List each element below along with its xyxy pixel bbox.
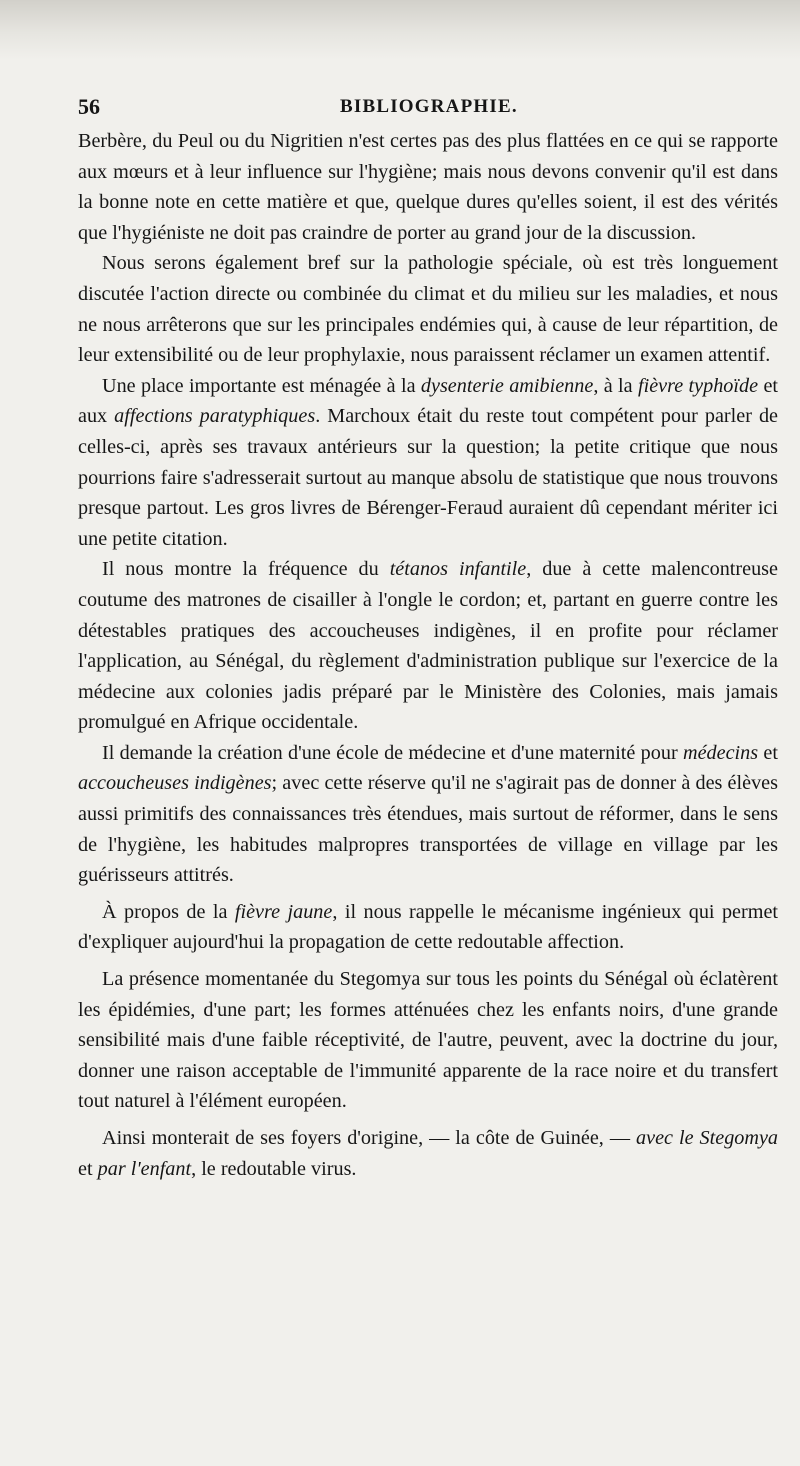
italic-text: fièvre typhoïde: [637, 374, 759, 397]
text-run: . Marchoux était du reste tout compétent pour parler de celles-ci, après ses travaux antérieurs sur la question; la petite critique que nous pourrions faire s'adresserait surtout au manque absolu de statistique que nous trouvons presque partout. Les gros livres de Bérenger-Feraud auraient dû cependant mériter ici une petite citation.: [78, 405, 778, 550]
text-run: Ainsi monterait de ses foyers d'origine, — la côte de Guinée, —: [102, 1127, 637, 1149]
text-run: Une place importante est ménagée à la: [102, 374, 421, 397]
italic-text: affections paratyphiques: [114, 405, 316, 428]
paragraph: [78, 738, 778, 891]
italic-text: tétanos infantile: [389, 558, 527, 581]
text-run: et aux: [78, 374, 779, 428]
text-run: , due à cette malencontreuse coutume des matrones de cisailler à l'ongle le cordon; et, partant en guerre contre les détestables pratiques des accoucheuses indigènes, il en profite pour réclamer l'application, au Sénégal, du règlement d'administration publique sur l'exercice de la médecine aux colonies jadis préparé par le Ministère des Colonies, mais jamais promulgué en Afrique occidentale.: [78, 558, 778, 734]
paragraph: [78, 897, 778, 958]
text-run: Nous serons également bref sur la pathologie spéciale, où est très longuement discutée l'action directe ou combinée du climat et du milieu sur les maladies, et nous ne nous arrêterons que sur les principales endémies qui, à cause de leur répartition, de leur extensibilité ou de leur prophylaxie, nous paraissent réclamer un examen attentif.: [78, 252, 778, 367]
text-run: Berbère, du Peul ou du Nigritien n'est certes pas des plus flattées en ce qui se rapporte aux mœurs et à leur influence sur l'hygiène; mais nous devons convenir qu'il est dans la bonne note en cette matière et que, quelque dures qu'elles soient, il est des vérités que l'hygiéniste ne doit pas craindre de porter au grand jour de la discussion.: [78, 130, 778, 244]
italic-text: accoucheuses indigènes: [78, 772, 272, 795]
running-title: BIBLIOGRAPHIE.: [340, 96, 518, 117]
paragraph: [78, 964, 778, 1117]
italic-text: fièvre jaune: [234, 900, 333, 923]
page-top-shadow: [0, 0, 800, 60]
body-text: [78, 126, 778, 1184]
text-run: , il nous rappelle le mécanisme ingénieux qui permet d'expliquer aujourd'hui la propagation de cette redoutable affection.: [78, 900, 779, 954]
paragraph: [78, 371, 778, 555]
page-number: 56: [78, 94, 100, 119]
book-page: [78, 90, 778, 1184]
paragraph: [78, 126, 778, 248]
text-run: À propos de la: [102, 900, 235, 923]
text-run: ; avec cette réserve qu'il ne s'agirait pas de donner à des élèves aussi primitifs des connaissances très étendues, mais surtout de réformer, dans le sens de l'hygiène, les habitudes malpropres transportées de village en village par les guérisseurs attitrés.: [78, 772, 778, 887]
italic-text: médecins: [682, 741, 759, 764]
text-run: La présence momentanée du Stegomya sur tous les points du Sénégal où éclatèrent les épidémies, d'une part; les formes atténuées chez les enfants noirs, d'une grande sensibilité mais d'une faible réceptivité, de l'autre, peuvent, avec la doctrine du jour, donner une raison acceptable de l'immunité apparente de la race noire et du transfert tout naturel à l'élément européen.: [78, 968, 778, 1113]
paragraph: [78, 554, 778, 738]
paragraph: [78, 248, 778, 370]
italic-text: avec le Stegomya: [636, 1127, 779, 1149]
italic-text: dysenterie amibienne: [420, 374, 594, 397]
text-run: , le redoutable virus.: [191, 1157, 357, 1180]
text-run: et: [78, 1157, 98, 1180]
italic-text: par l'enfant: [97, 1157, 192, 1180]
text-run: Il demande la création d'une école de médecine et d'une maternité pour: [102, 741, 683, 764]
text-run: Il nous montre la fréquence du: [102, 558, 390, 581]
paragraph: [78, 1123, 778, 1184]
page-header: [78, 90, 778, 126]
text-run: , à la: [593, 374, 638, 397]
text-run: et: [758, 741, 778, 764]
